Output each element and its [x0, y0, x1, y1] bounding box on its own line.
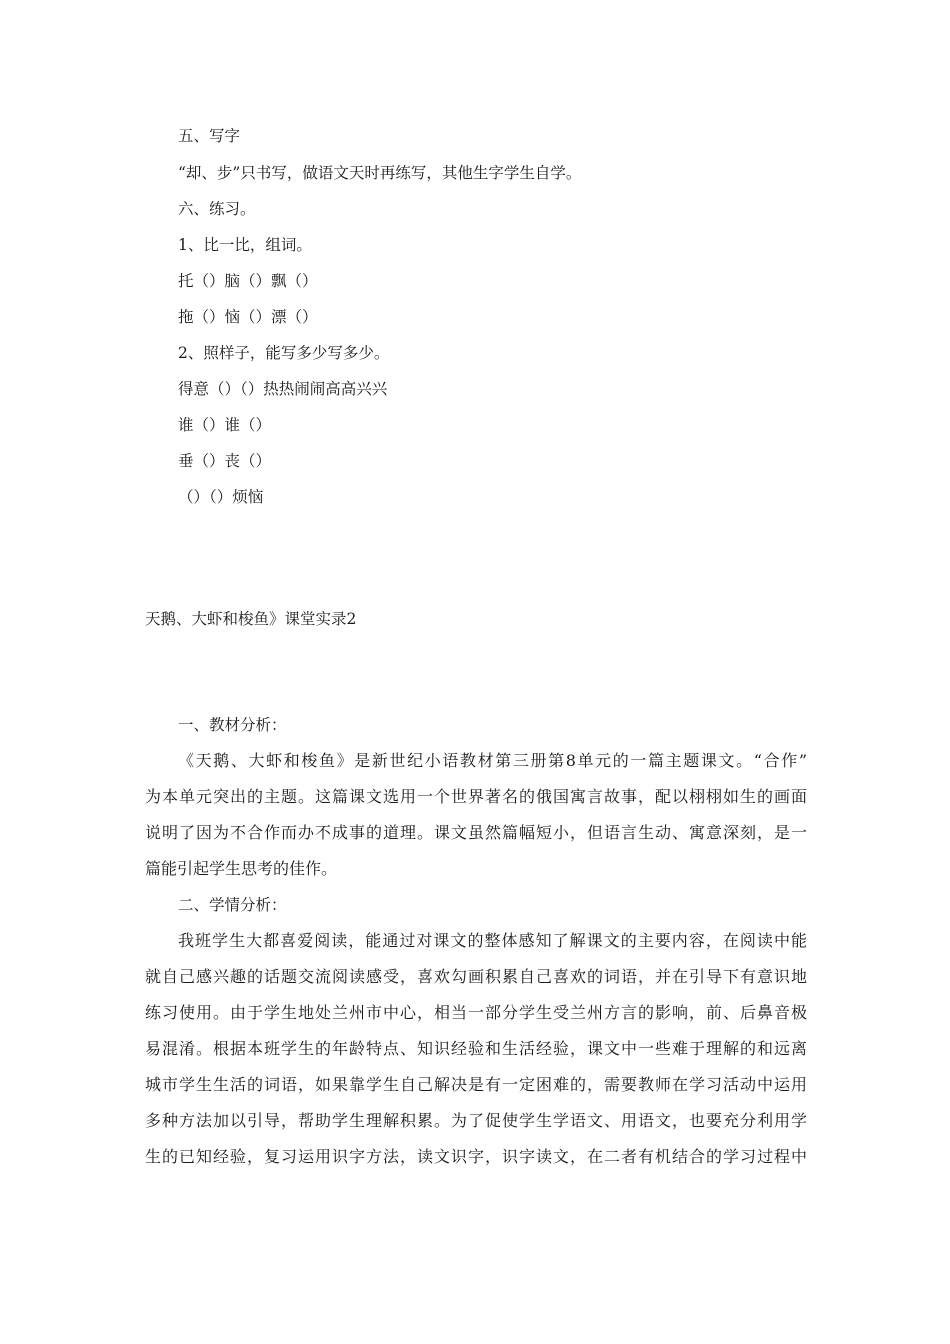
learner-line-6: 多种方法加以引导，帮助学生理解积累。为了促使学生学语文、用语文，也要充分利用学: [145, 1111, 807, 1130]
learner-line-1: 我班学生大都喜爱阅读，能通过对课文的整体感知了解课文的主要内容，在阅读中能: [178, 931, 807, 950]
exercise-2-row-2: 谁（）谁（）: [178, 416, 272, 434]
writing-heading: 五、写字: [178, 127, 241, 145]
writing-text: “却、步”只书写，做语文天时再练写，其他生字学生自学。: [178, 164, 582, 182]
exercise-2-row-1: 得意（）（）热热闹闹高高兴兴: [178, 380, 388, 398]
exercise-1-row-2: 拖（）恼（）漂（）: [178, 308, 318, 326]
learner-line-7: 生的已知经验，复习运用识字方法，读文识字，识字读文，在二者有机结合的学习过程中: [145, 1147, 807, 1166]
learner-line-2: 就自己感兴趣的话题交流阅读感受，喜欢勾画积累自己喜欢的词语，并在引导下有意识地: [145, 967, 807, 986]
material-analysis-heading: 一、教材分析：: [178, 716, 287, 734]
material-line-3: 说明了因为不合作而办不成事的道理。课文虽然篇幅短小，但语言生动、寓意深刻，是一: [145, 823, 807, 842]
exercise-1-row-1: 托（）脑（）飘（）: [178, 272, 318, 290]
exercise-1-title: 1、比一比，组词。: [178, 236, 312, 254]
learner-line-5: 城市学生生活的词语，如果靠学生自己解决是有一定困难的，需要教师在学习活动中运用: [145, 1075, 807, 1094]
learner-analysis-heading: 二、学情分析：: [178, 896, 287, 914]
learner-line-4: 易混淆。根据本班学生的年龄特点、知识经验和生活经验，课文中一些难于理解的和远离: [145, 1039, 807, 1058]
material-line-4: 篇能引起学生思考的佳作。: [145, 859, 338, 878]
exercise-2-row-4: （）（）烦恼: [178, 488, 264, 506]
learner-line-3: 练习使用。由于学生地处兰州市中心，相当一部分学生受兰州方言的影响，前、后鼻音极: [145, 1003, 807, 1022]
document-title: 天鹅、大虾和梭鱼》课堂实录2: [145, 610, 357, 628]
exercise-2-title: 2、照样子，能写多少写多少。: [178, 344, 390, 362]
exercise-2-row-3: 垂（）丧（）: [178, 452, 272, 470]
material-line-1: 《天鹅、大虾和梭鱼》是新世纪小语教材第三册第8单元的一篇主题课文。“合作”: [178, 751, 807, 770]
exercise-heading: 六、练习。: [178, 200, 256, 218]
material-line-2: 为本单元突出的主题。这篇课文选用一个世界著名的俄国寓言故事，配以栩栩如生的画面: [145, 787, 807, 806]
